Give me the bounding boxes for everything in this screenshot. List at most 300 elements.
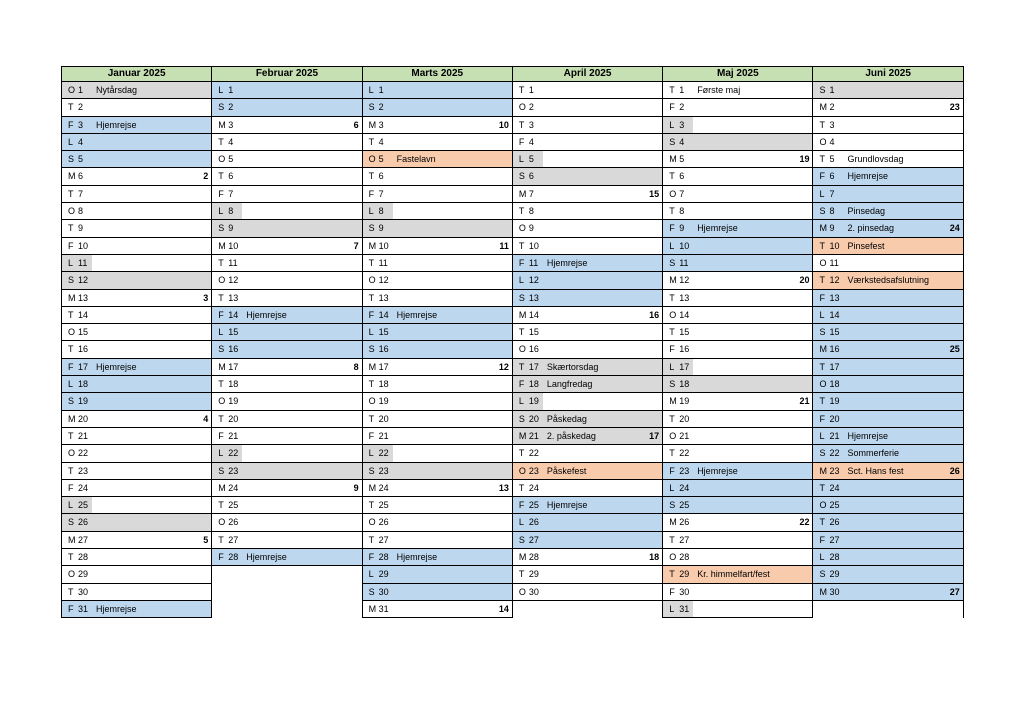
weekday-letter: T (368, 500, 375, 511)
weekday-letter: T (669, 569, 675, 580)
day-row (663, 532, 812, 549)
day-number: 22 (528, 448, 539, 459)
day-number: 14 (228, 309, 239, 320)
day-row (663, 134, 812, 151)
day-number: 15 (378, 327, 389, 338)
day-number: 5 (679, 154, 685, 165)
weekday-letter: T (68, 430, 74, 441)
weekday-letter: M (68, 171, 76, 182)
day-number: 8 (829, 206, 835, 217)
day-number: 30 (528, 586, 539, 597)
weekday-letter: O (368, 517, 376, 528)
day-number: 29 (78, 569, 89, 580)
day-number: 17 (228, 361, 239, 372)
day-row (513, 82, 662, 99)
day-number: 1 (679, 85, 685, 95)
weekday-letter: F (518, 257, 525, 268)
day-row (813, 359, 962, 376)
day-row (513, 359, 662, 376)
day-row (813, 82, 962, 99)
event-label: Påskedag (546, 413, 587, 424)
day-row (212, 168, 361, 185)
day-number: 25 (829, 500, 840, 511)
event-label: Grundlovsdag (847, 154, 904, 165)
day-number: 19 (679, 396, 690, 407)
day-row (513, 324, 662, 341)
weekday-letter: F (819, 413, 825, 424)
weekday-letter: L (68, 257, 74, 268)
day-row (363, 307, 512, 324)
day-number: 29 (378, 569, 389, 580)
weekday-letter: M (218, 361, 226, 372)
day-row (62, 601, 211, 618)
event-label: Hjemrejse (697, 223, 738, 234)
weekday-letter: T (518, 361, 525, 372)
week-number: 3 (203, 292, 209, 303)
weekday-letter: T (368, 136, 375, 147)
day-row (513, 411, 662, 428)
weekday-letter: O (518, 586, 526, 597)
day-row (363, 601, 512, 618)
weekday-letter: S (218, 465, 225, 476)
weekday-letter: T (819, 275, 825, 286)
day-row (363, 341, 512, 358)
weekday-letter: O (218, 396, 226, 407)
weekday-letter: T (68, 309, 74, 320)
day-number: 14 (829, 309, 840, 320)
day-row (813, 445, 962, 462)
day-number: 18 (528, 379, 539, 390)
weekday-letter: O (218, 154, 226, 165)
day-number: 1 (378, 85, 384, 95)
day-row (513, 549, 662, 566)
week-number: 22 (799, 517, 810, 528)
day-row (813, 376, 962, 393)
day-row (62, 186, 211, 203)
day-number: 18 (228, 379, 239, 390)
weekday-letter: F (669, 223, 675, 234)
week-number: 15 (649, 188, 660, 199)
day-number: 21 (679, 430, 690, 441)
day-row (62, 341, 211, 358)
day-row (663, 117, 812, 134)
weekday-letter: M (368, 603, 377, 614)
event-label: Hjemrejse (396, 309, 438, 320)
day-number: 23 (228, 465, 239, 476)
day-number: 27 (378, 534, 389, 545)
day-number: 2 (679, 102, 685, 113)
day-row (212, 255, 361, 272)
week-number: 2 (203, 171, 209, 182)
day-row (663, 497, 812, 514)
day-row (363, 532, 512, 549)
day-number: 12 (378, 275, 389, 286)
day-row (513, 99, 662, 116)
month-column (812, 66, 963, 618)
event-label: Skærtorsdag (546, 361, 599, 372)
day-number: 16 (829, 344, 840, 355)
day-number: 17 (528, 361, 539, 372)
weekday-letter: L (68, 136, 74, 147)
day-row (363, 134, 512, 151)
event-label: Kr. himmelfart/fest (697, 569, 770, 580)
weekday-letter: S (518, 171, 525, 182)
day-row (62, 549, 211, 566)
event-label: Værkstedsafslutning (847, 275, 930, 286)
day-row (363, 168, 512, 185)
day-number: 7 (679, 188, 685, 199)
weekday-letter: T (368, 534, 375, 545)
week-number: 10 (498, 119, 509, 130)
day-row (663, 168, 812, 185)
day-row (663, 566, 812, 583)
day-number: 13 (679, 292, 690, 303)
weekday-letter: T (518, 206, 525, 217)
day-row (513, 134, 662, 151)
weekday-letter: S (368, 465, 375, 476)
day-row (813, 255, 962, 272)
weekday-letter: O (518, 465, 526, 476)
day-number: 13 (228, 292, 239, 303)
weekday-letter: L (669, 603, 675, 614)
weekday-letter: F (68, 119, 74, 130)
weekday-letter: T (819, 361, 825, 372)
month-column (512, 66, 662, 618)
weekday-letter: F (68, 482, 74, 493)
day-row (813, 238, 962, 255)
weekday-letter: S (819, 569, 826, 580)
day-row (513, 186, 662, 203)
day-row (363, 203, 512, 220)
day-number: 11 (228, 257, 238, 268)
day-row (663, 255, 812, 272)
weekday-letter: T (669, 413, 675, 424)
day-row (62, 272, 211, 289)
day-number: 4 (378, 136, 384, 147)
weekday-letter: T (218, 171, 224, 182)
day-number: 5 (528, 154, 534, 165)
weekday-letter: S (669, 379, 676, 390)
weekday-letter: S (368, 223, 375, 234)
weekday-letter: M (669, 396, 677, 407)
weekday-letter: M (368, 119, 377, 130)
day-number: 21 (528, 430, 539, 441)
month-header: Januar 2025 (62, 66, 211, 82)
week-number: 9 (353, 482, 359, 493)
weekday-letter: O (669, 188, 677, 199)
day-number: 15 (679, 327, 690, 338)
day-row (363, 272, 512, 289)
day-row (663, 238, 812, 255)
day-number: 26 (829, 517, 840, 528)
day-number: 27 (829, 534, 840, 545)
day-number: 17 (378, 361, 389, 372)
weekday-letter: O (218, 275, 226, 286)
day-row (212, 82, 361, 99)
day-number: 11 (378, 257, 388, 268)
weekday-letter: S (819, 85, 826, 95)
day-row (363, 497, 512, 514)
weekday-letter: O (819, 500, 827, 511)
weekday-letter: M (518, 430, 527, 441)
event-label: Påskefest (546, 465, 587, 476)
day-number: 9 (829, 223, 835, 234)
day-row (62, 463, 211, 480)
month-header: April 2025 (513, 66, 662, 82)
weekday-letter: T (68, 102, 74, 113)
event-label: Hjemrejse (96, 119, 137, 130)
day-row (663, 428, 812, 445)
day-number: 9 (78, 223, 84, 234)
month-column (362, 66, 512, 618)
day-number: 15 (829, 327, 840, 338)
day-number: 7 (78, 188, 84, 199)
event-label: Hjemrejse (96, 603, 137, 614)
weekday-letter: M (518, 309, 527, 320)
day-number: 9 (528, 223, 534, 234)
weekday-letter: T (218, 257, 224, 268)
day-row (513, 532, 662, 549)
weekday-letter: L (368, 448, 374, 459)
day-number: 20 (829, 413, 840, 424)
day-number: 18 (829, 379, 840, 390)
weekday-letter: M (669, 517, 677, 528)
day-row (62, 324, 211, 341)
day-number: 1 (228, 85, 234, 95)
event-label: Hjemrejse (546, 257, 588, 268)
day-row (62, 220, 211, 237)
day-row (513, 220, 662, 237)
day-number: 31 (679, 603, 690, 614)
weekday-letter: T (218, 379, 224, 390)
weekday-letter: O (68, 327, 76, 338)
weekday-letter: L (68, 500, 74, 511)
day-number: 7 (378, 188, 384, 199)
day-row (62, 376, 211, 393)
day-row (212, 514, 361, 531)
day-row (62, 566, 211, 583)
event-label: Hjemrejse (847, 430, 888, 441)
day-number: 9 (679, 223, 685, 234)
week-number: 27 (949, 586, 960, 597)
day-number: 28 (378, 552, 389, 563)
weekday-letter: S (669, 257, 676, 268)
weekday-letter: T (218, 136, 224, 147)
weekday-letter: F (669, 465, 675, 476)
day-number: 2 (829, 102, 835, 113)
day-number: 14 (528, 309, 539, 320)
weekday-letter: T (68, 344, 74, 355)
weekday-letter: L (819, 309, 825, 320)
day-row (62, 532, 211, 549)
week-number: 26 (949, 465, 960, 476)
day-number: 7 (528, 188, 534, 199)
day-row (663, 463, 812, 480)
day-number: 16 (228, 344, 239, 355)
day-number: 29 (829, 569, 840, 580)
day-number: 24 (528, 482, 539, 493)
day-row (62, 514, 211, 531)
weekday-letter: S (518, 534, 525, 545)
day-row (663, 584, 812, 601)
day-number: 20 (228, 413, 239, 424)
week-number: 21 (799, 396, 810, 407)
event-label: Første maj (697, 85, 741, 95)
weekday-letter: T (68, 465, 74, 476)
day-number: 16 (528, 344, 539, 355)
day-number: 4 (228, 136, 234, 147)
day-number: 22 (78, 448, 89, 459)
day-number: 17 (78, 361, 89, 372)
weekday-letter: T (819, 482, 825, 493)
day-number: 22 (378, 448, 389, 459)
day-number: 13 (528, 292, 539, 303)
day-number: 23 (528, 465, 539, 476)
day-number: 20 (78, 413, 89, 424)
day-number: 16 (378, 344, 389, 355)
weekday-letter: S (368, 344, 375, 355)
weekday-letter: S (669, 500, 676, 511)
day-number: 3 (528, 119, 534, 130)
weekday-letter: F (518, 136, 525, 147)
weekday-letter: T (68, 188, 74, 199)
weekday-letter: O (68, 85, 76, 95)
day-row (813, 514, 962, 531)
day-number: 24 (378, 482, 389, 493)
weekday-letter: O (518, 344, 526, 355)
weekday-letter: O (68, 569, 76, 580)
day-row (212, 341, 361, 358)
day-number: 8 (228, 206, 234, 217)
weekday-letter: T (218, 413, 224, 424)
day-number: 15 (78, 327, 89, 338)
day-row (212, 428, 361, 445)
day-row (212, 307, 361, 324)
day-number: 25 (228, 500, 239, 511)
day-number: 24 (228, 482, 239, 493)
day-row (62, 238, 211, 255)
event-label: Hjemrejse (697, 465, 738, 476)
day-row (62, 411, 211, 428)
day-number: 6 (228, 171, 234, 182)
weekday-letter: T (819, 396, 825, 407)
day-number: 10 (528, 240, 539, 251)
weekday-letter: T (518, 240, 525, 251)
day-row (212, 445, 361, 462)
month-header: Februar 2025 (212, 66, 361, 82)
day-number: 31 (78, 603, 89, 614)
weekday-letter: O (218, 517, 226, 528)
day-number: 21 (378, 430, 389, 441)
day-row (663, 272, 812, 289)
day-row (212, 359, 361, 376)
weekday-letter: O (819, 257, 827, 268)
day-number: 4 (78, 136, 84, 147)
day-row (813, 341, 962, 358)
day-number: 26 (378, 517, 389, 528)
day-row (513, 272, 662, 289)
day-row (663, 220, 812, 237)
weekday-letter: L (819, 188, 825, 199)
weekday-letter: T (518, 119, 525, 130)
day-row (363, 376, 512, 393)
day-row (212, 186, 361, 203)
day-row (513, 203, 662, 220)
week-number: 23 (949, 102, 960, 113)
day-row (813, 463, 962, 480)
weekday-letter: O (68, 206, 76, 217)
week-number: 14 (498, 603, 509, 614)
weekday-letter: O (669, 309, 677, 320)
day-row (813, 532, 962, 549)
day-number: 21 (228, 430, 239, 441)
weekday-letter: L (68, 379, 74, 390)
day-number: 12 (78, 275, 89, 286)
day-row (363, 445, 512, 462)
weekday-letter: O (819, 136, 827, 147)
day-row (363, 463, 512, 480)
weekday-letter: T (368, 257, 375, 268)
day-row (663, 376, 812, 393)
week-number: 8 (353, 361, 359, 372)
day-number: 30 (829, 586, 840, 597)
week-number: 12 (498, 361, 509, 372)
weekday-letter: M (518, 552, 527, 563)
event-label: Hjemrejse (546, 500, 588, 511)
day-number: 8 (378, 206, 384, 217)
weekday-letter: T (218, 534, 224, 545)
weekday-letter: T (368, 379, 375, 390)
weekday-letter: S (518, 292, 525, 303)
day-number: 4 (829, 136, 835, 147)
calendar-grid (61, 66, 964, 618)
day-row (363, 290, 512, 307)
week-number: 24 (949, 223, 960, 234)
day-row (813, 99, 962, 116)
weekday-letter: L (218, 206, 224, 217)
weekday-letter: T (68, 586, 74, 597)
day-row (62, 151, 211, 168)
day-row (363, 480, 512, 497)
day-row (513, 514, 662, 531)
weekday-letter: F (518, 379, 525, 390)
day-number: 20 (679, 413, 690, 424)
day-number: 24 (78, 482, 89, 493)
weekday-letter: T (669, 171, 675, 182)
weekday-letter: T (819, 119, 825, 130)
day-number: 30 (378, 586, 389, 597)
day-row (513, 238, 662, 255)
day-number: 6 (78, 171, 84, 182)
weekday-letter: T (669, 534, 675, 545)
event-label: Hjemrejse (96, 361, 137, 372)
event-label: Hjemrejse (847, 171, 888, 182)
day-row (813, 307, 962, 324)
day-number: 10 (829, 240, 840, 251)
day-number: 11 (829, 257, 839, 268)
day-row (363, 238, 512, 255)
day-row (62, 99, 211, 116)
weekday-letter: L (669, 361, 675, 372)
weekday-letter: T (518, 85, 525, 95)
weekday-letter: S (669, 136, 676, 147)
day-number: 29 (528, 569, 539, 580)
weekday-letter: T (669, 292, 675, 303)
weekday-letter: S (218, 344, 225, 355)
weekday-letter: L (518, 396, 524, 407)
week-number: 20 (799, 275, 810, 286)
day-number: 6 (378, 171, 384, 182)
